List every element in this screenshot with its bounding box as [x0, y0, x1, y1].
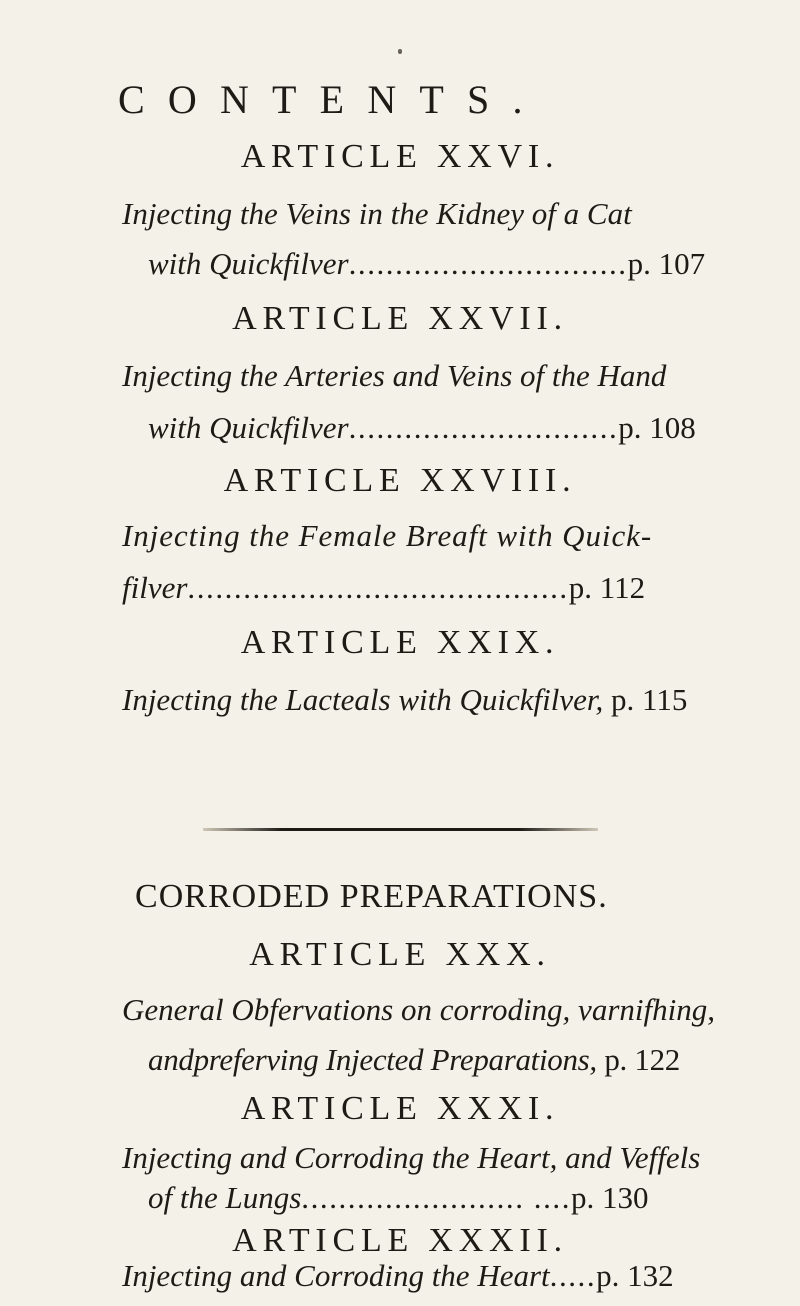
article-heading: ARTICLE XXIX. — [240, 624, 560, 661]
section-divider — [203, 828, 598, 831]
page-number: p. 112 — [568, 570, 646, 605]
section-title: CORRODED PREPARATIONS. — [135, 878, 608, 915]
entry-text: filver.........................................p. 112 — [122, 570, 646, 605]
article-heading: ARTICLE XXX. — [249, 936, 551, 973]
article-heading: ARTICLE XXXI. — [240, 1090, 560, 1127]
entry-text: Injecting the Lacteals with Quickfilver, p. 115 — [122, 682, 688, 717]
page-number: p. 115 — [611, 682, 688, 717]
page-number: p. 130 — [571, 1180, 649, 1215]
entry-text: General Obfervations on corroding, varnifhing, — [122, 992, 715, 1027]
entry-text: of the Lungs........................ ....p. 130 — [148, 1180, 649, 1215]
entry-text: with Quickfilver..............................p. 107 — [148, 246, 706, 281]
article-heading: ARTICLE XXXII. — [232, 1222, 568, 1259]
ink-speck — [398, 49, 402, 54]
entry-text: Injecting and Corroding the Heart, and Veffels — [122, 1140, 701, 1175]
page-number: p. 122 — [604, 1042, 680, 1077]
article-heading: ARTICLE XXVI. — [240, 138, 560, 175]
entry-text: andpreferving Injected Preparations, p. 122 — [148, 1042, 680, 1077]
page-title: CONTENTS. — [118, 77, 546, 122]
entry-text: Injecting the Arteries and Veins of the Hand — [122, 358, 667, 393]
article-heading: ARTICLE XXVIII. — [223, 462, 577, 499]
page-number: p. 108 — [618, 410, 696, 445]
entry-text: with Quickfilver.............................p. 108 — [148, 410, 696, 445]
page-number: p. 132 — [596, 1258, 674, 1293]
entry-text: Injecting and Corroding the Heart.....p. 132 — [122, 1258, 674, 1293]
article-heading: ARTICLE XXVII. — [232, 300, 568, 337]
entry-text: Injecting the Veins in the Kidney of a Cat — [122, 196, 632, 231]
page-number: p. 107 — [627, 246, 706, 281]
entry-text: Injecting the Female Breaft with Quick- — [122, 518, 653, 553]
